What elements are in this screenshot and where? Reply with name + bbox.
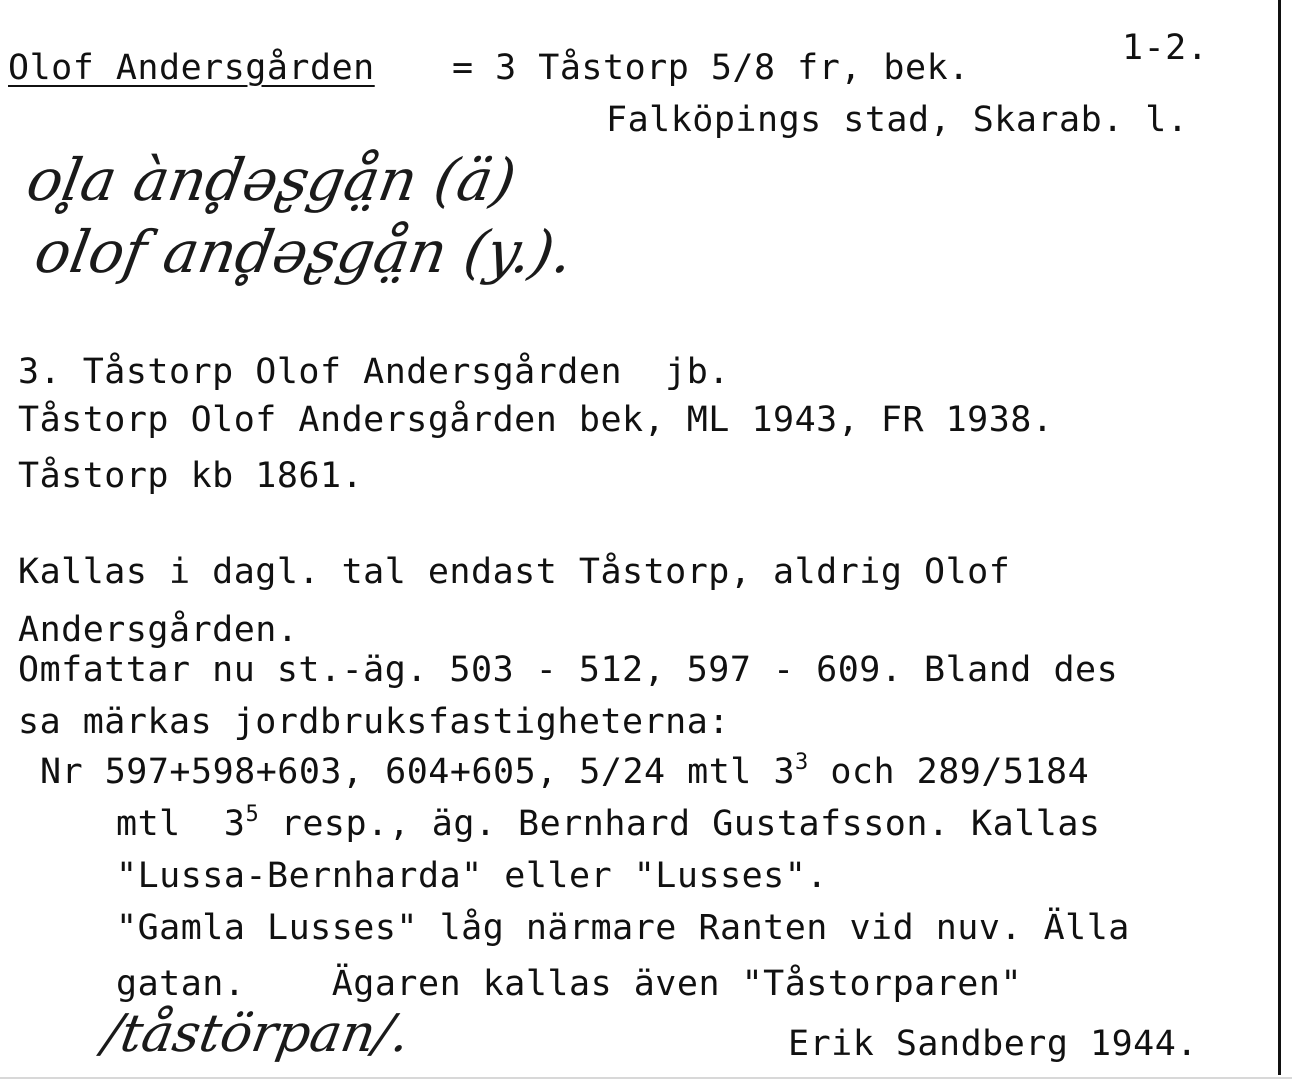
source-line-3: Tåstorp kb 1861. bbox=[18, 456, 364, 496]
note-line-1: Kallas i dagl. tal endast Tåstorp, aldrig Olof bbox=[18, 552, 1011, 592]
note-line-3: Omfattar nu st.-äg. 503 - 512, 597 - 609. Bland des bbox=[18, 650, 1119, 690]
note-line-7: "Lussa-Bernharda" eller "Lusses". bbox=[116, 856, 828, 896]
card-edge-right bbox=[1278, 0, 1281, 1075]
handwritten-pronunciation-2: olof and̥əʂgå̤n (y.). bbox=[30, 218, 579, 286]
note-line-6-end: resp., äg. Bernhard Gustafsson. Kallas bbox=[259, 804, 1101, 844]
handwritten-pronunciation-1: ol̥a ànd̥əʂgå̤n (ä) bbox=[22, 146, 521, 214]
card-number: 1-2. bbox=[1122, 28, 1209, 68]
note-line-4: sa märkas jordbruksfastigheterna: bbox=[18, 702, 730, 742]
note-line-5-end: och 289/5184 bbox=[808, 752, 1090, 792]
note-line-5 bbox=[40, 752, 1089, 792]
note-line-6-superscript: 5 bbox=[245, 802, 260, 827]
note-line-6 bbox=[116, 804, 1101, 844]
place-name-title: Olof Andersgården bbox=[8, 48, 375, 88]
note-line-6-start: mtl 3 bbox=[116, 804, 246, 844]
card-edge-bottom bbox=[0, 1077, 1292, 1079]
note-line-2: Andersgården. bbox=[18, 610, 299, 650]
classification: = 3 Tåstorp 5/8 fr, bek. bbox=[452, 48, 970, 88]
signature: Erik Sandberg 1944. bbox=[788, 1024, 1198, 1064]
handwritten-pronunciation-3: /tåstörpan/. bbox=[98, 1004, 415, 1064]
note-line-5-start: Nr 597+598+603, 604+605, 5/24 mtl 3 bbox=[40, 752, 796, 792]
note-line-8: "Gamla Lusses" låg närmare Ranten vid nuv. Älla bbox=[116, 908, 1130, 948]
source-line-1: 3. Tåstorp Olof Andersgården jb. bbox=[18, 352, 730, 392]
note-line-9: gatan. Ägaren kallas även "Tåstorparen" bbox=[116, 964, 1023, 1004]
note-line-5-superscript: 3 bbox=[795, 750, 809, 775]
source-line-2: Tåstorp Olof Andersgården bek, ML 1943, FR 1938. bbox=[18, 400, 1054, 440]
location: Falköpings stad, Skarab. l. bbox=[606, 100, 1189, 140]
